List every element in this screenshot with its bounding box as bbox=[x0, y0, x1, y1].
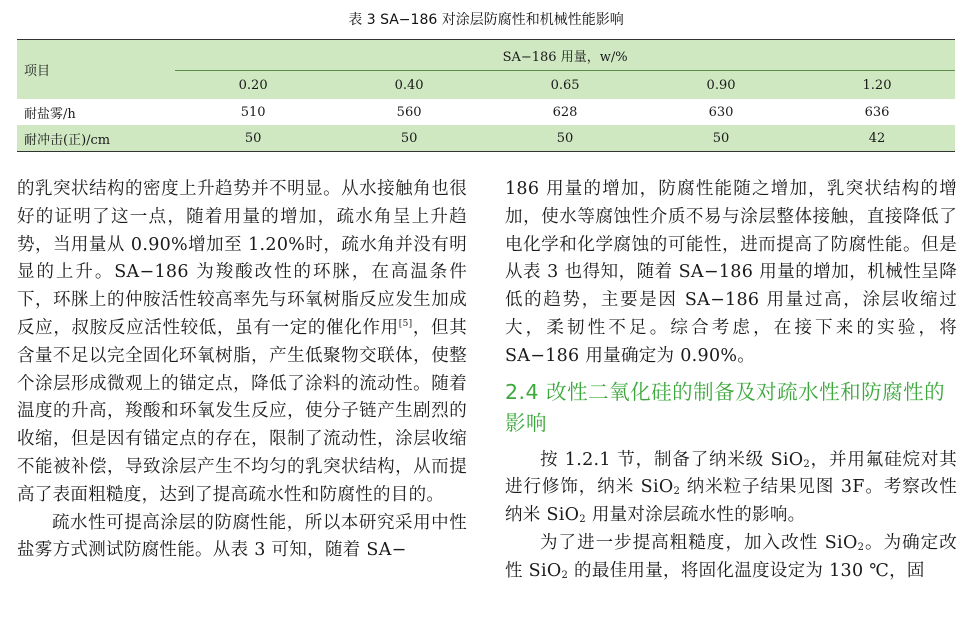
table-cell: 50 bbox=[175, 125, 331, 152]
row-label: 耐盐雾/h bbox=[24, 106, 76, 122]
column-header: 0.65 bbox=[487, 71, 643, 100]
text-run: 为了进一步提高粗糙度，加入改性 SiO bbox=[540, 532, 858, 553]
table-cell: 560 bbox=[396, 104, 422, 120]
table-row bbox=[17, 125, 955, 152]
subscript: 2 bbox=[579, 514, 586, 526]
text-run: ，但其含量不足以完全固化环氧树脂，产生低聚物交联体，使整个涂层形成微观上的锚定点，降低了涂料的流动性。随着温度的升高，羧酸和环氧发生反应，使分子链产生剧烈的收缩，但是因有锚定点的存在，限制了流动性，涂层收缩不能被补偿，导致涂层产生不均匀的乳突状结构，从而提高了表面粗糙度，达到了提高疏水性和防腐性的目的。 bbox=[17, 317, 467, 505]
subscript: 2 bbox=[803, 458, 811, 470]
text-run: 。为确定改性 SiO bbox=[505, 532, 958, 581]
text-run: 按 1.2.1 节，制备了纳米级 SiO bbox=[540, 449, 804, 470]
paragraph bbox=[505, 447, 957, 530]
column-header: 0.20 bbox=[175, 71, 331, 100]
text-run: 的乳突状结构的密度上升趋势并不明显。从水接触角也很好的证明了这一点，随着用量的增加，疏水角呈上升趋势，当用量从 0.90%增加至 1.20%时，疏水角并没有明显的上升。SA−186 为羧酸改性的环脒，在高温条件下，环脒上的仲胺活性较高率先与环氧树脂反应发生加成反应，叔胺反应活性较低，虽有一定的催化作用 bbox=[17, 179, 467, 338]
paragraph: 186 用量的增加，防腐性能随之增加，乳突状结构的增加，使水等腐蚀性介质不易与涂层整体接触，直接降低了电化学和化学腐蚀的可能性，进而提高了防腐性能。但是从表 3 也得知，随着 SA−186 用量的增加，机械性呈降低的趋势，主要是因 SA−186 用量过高，涂层收缩过大，柔韧性不足。综合考虑，在接下来的实验，将 SA−186 用量确定为 0.90%。 bbox=[505, 179, 957, 366]
table-row bbox=[17, 99, 955, 125]
column-header: 1.20 bbox=[799, 71, 955, 100]
table-cell: 636 bbox=[864, 104, 890, 120]
subscript: 2 bbox=[673, 486, 681, 498]
paragraph: 疏水性可提高涂层的防腐性能，所以本研究采用中性盐雾方式测试防腐性能。从表 3 可知，随着 SA− bbox=[17, 512, 467, 561]
table-caption: 表 3 SA−186 对涂层防腐性和机械性能影响 bbox=[348, 12, 624, 28]
table-cell: 50 bbox=[487, 125, 643, 152]
table-cell: 50 bbox=[331, 125, 487, 152]
text-run: ，并用氟硅烷对其进行修饰，纳米 SiO bbox=[505, 449, 957, 498]
text-run: 的最佳用量，将固化温度设定为 130 ℃，固 bbox=[568, 560, 925, 581]
subscript: 2 bbox=[857, 541, 865, 553]
left-text-column bbox=[17, 176, 467, 565]
column-header: 0.40 bbox=[331, 71, 487, 100]
table-cell: 628 bbox=[552, 104, 578, 120]
row-label: 耐冲击(正)/cm bbox=[17, 125, 175, 152]
text-run: 用量对涂层疏水性的影响。 bbox=[585, 505, 806, 526]
section-heading: 2.4 改性二氧化硅的制备及对疏水性和防腐性的影响 bbox=[505, 379, 946, 435]
subscript: 2 bbox=[561, 569, 569, 581]
paragraph bbox=[505, 530, 957, 586]
group-header: SA−186 用量，w/% bbox=[175, 40, 955, 71]
table-cell: 50 bbox=[643, 125, 799, 152]
text-run: 纳米粒子结果见图 3F。考察改性纳米 SiO bbox=[505, 477, 957, 526]
table-cell: 510 bbox=[240, 104, 266, 120]
right-text-column bbox=[505, 176, 957, 586]
row-label-header: 项目 bbox=[17, 40, 175, 100]
table-header-row bbox=[17, 40, 955, 71]
data-table bbox=[17, 39, 955, 152]
table-cell: 42 bbox=[799, 125, 955, 152]
paragraph bbox=[17, 176, 467, 510]
column-header: 0.90 bbox=[643, 71, 799, 100]
table-cell: 630 bbox=[708, 104, 734, 120]
citation-ref: [5] bbox=[398, 318, 413, 329]
